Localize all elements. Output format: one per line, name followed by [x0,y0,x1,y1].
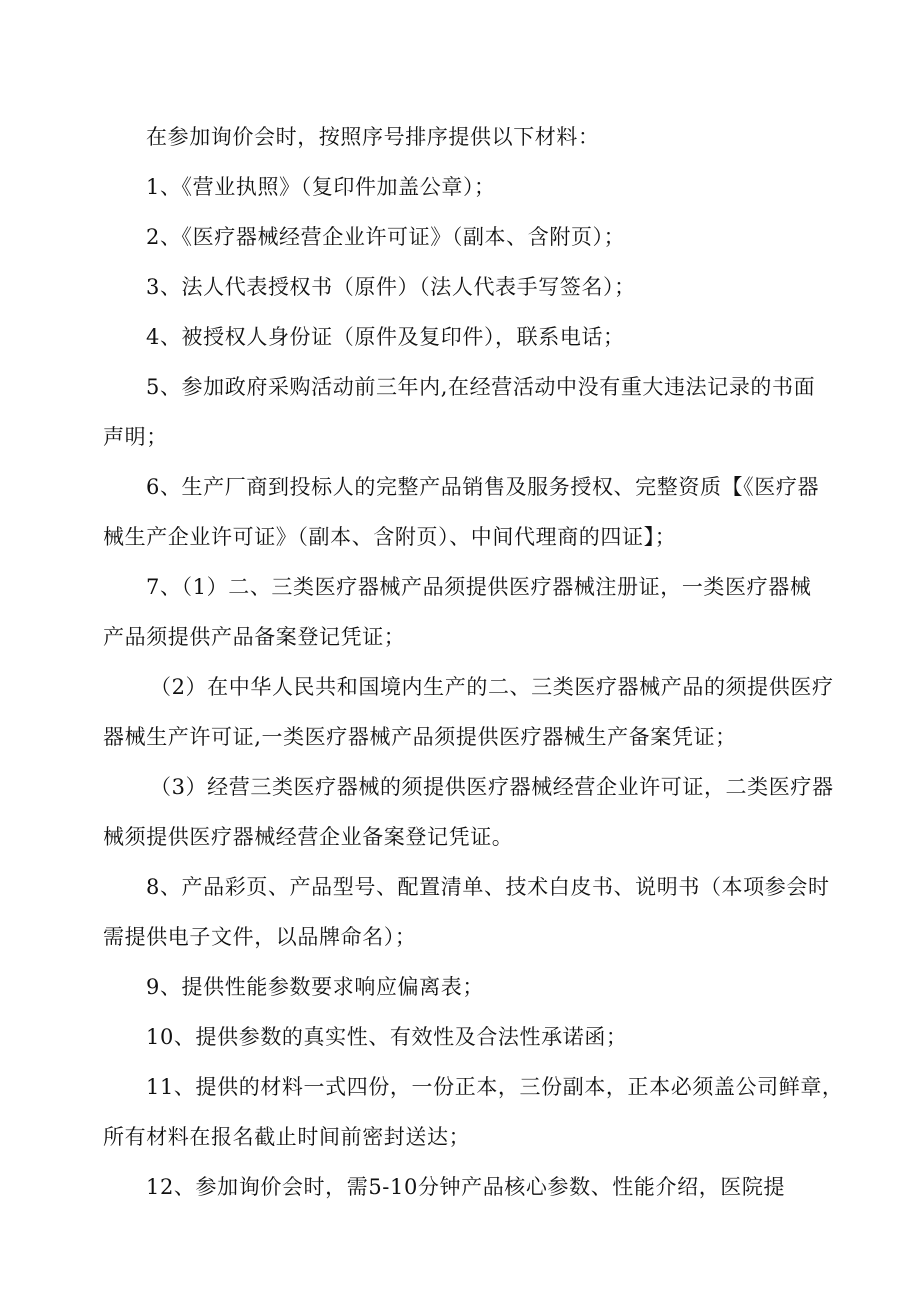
list-item-1: 1、《营业执照》（复印件加盖公章）； [146,175,496,199]
list-item-7-3-line-1: （3）经营三类医疗器械的须提供医疗器械经营企业许可证，二类医疗器 [150,775,834,799]
list-item-7-2-line-1: （2）在中华人民共和国境内生产的二、三类医疗器械产品的须提供医疗 [150,675,834,699]
list-item-9: 9、提供性能参数要求响应偏离表； [146,975,484,999]
list-item-7-line-2: 产品须提供产品备案登记凭证； [103,625,406,649]
list-item-2: 2、《医疗器械经营企业许可证》（副本、含附页）； [146,225,626,249]
list-item-5-line-2: 声明； [103,425,168,449]
intro-text: 在参加询价会时，按照序号排序提供以下材料： [146,125,600,149]
list-item-10: 10、提供参数的真实性、有效性及合法性承诺函； [146,1025,628,1049]
list-item-8-line-1: 8、产品彩页、产品型号、配置清单、技术白皮书、说明书（本项参会时 [146,875,830,899]
list-item-6-line-2: 械生产企业许可证》（副本、含附页）、中间代理商的四证】； [103,525,677,549]
list-item-6-line-1: 6、生产厂商到投标人的完整产品销售及服务授权、完整资质【《医疗器 [146,475,820,499]
list-item-11-line-2: 所有材料在报名截止时间前密封送达； [103,1125,471,1149]
list-item-4: 4、被授权人身份证（原件及复印件），联系电话； [146,325,625,349]
list-item-8-line-2: 需提供电子文件，以品牌命名）； [103,925,417,949]
list-item-3: 3、法人代表授权书（原件）（法人代表手写签名）； [146,275,636,299]
list-item-7-3-line-2: 械须提供医疗器械经营企业备案登记凭证。 [103,825,514,849]
list-item-7-line-1: 7、（1）二、三类医疗器械产品须提供医疗器械注册证，一类医疗器械 [146,575,812,599]
list-item-5-line-1: 5、参加政府采购活动前三年内,在经营活动中没有重大违法记录的书面 [146,375,816,399]
list-item-11-line-1: 11、提供的材料一式四份，一份正本，三份副本，正本必须盖公司鲜章， [146,1075,844,1099]
list-item-7-2-line-2: 器械生产许可证,一类医疗器械产品须提供医疗器械生产备案凭证； [103,725,737,749]
list-item-12-line-1: 12、参加询价会时，需5-10分钟产品核心参数、性能介绍，医院提 [146,1175,786,1199]
